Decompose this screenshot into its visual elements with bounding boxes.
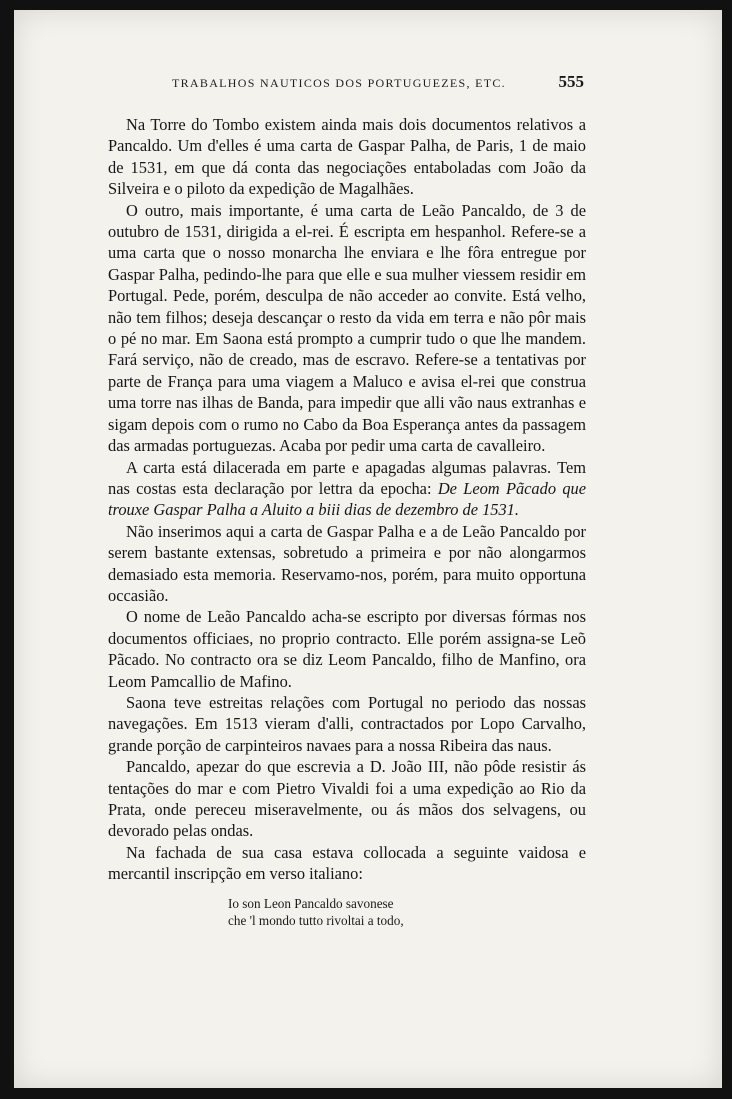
verse-inscription: [228, 895, 548, 929]
running-head: TRABALHOS NAUTICOS DOS PORTUGUEZES, ETC.: [172, 76, 506, 90]
verse-line: che 'l mondo tutto rivoltai a todo,: [228, 913, 404, 928]
endorsement-quote: De Leom Pãcado que trouxe Gaspar Palha a Aluito a biii dias de dezembro de 1531.: [108, 478, 586, 520]
paragraph-inscription: Na fachada de sua casa estava collocada a seguinte vaidosa e mercantil inscripção em verso italiano:: [108, 842, 586, 884]
body-text: [108, 114, 586, 885]
endorsement-text: A carta está dilacerada em parte e apagadas algumas palavras. Tem nas costas esta declaração por lettra da epocha:: [108, 457, 586, 498]
verse-line: Io son Leon Pancaldo savonese: [228, 896, 394, 911]
paragraph-omission: Não inserimos aqui a carta de Gaspar Palha e a de Leão Pancaldo por serem bastante extensas, sobretudo a primeira e por não alongarmos demasiado esta memoria. Reservamo-nos, porém, para muito opportuna occasião.: [108, 521, 586, 605]
paragraph-pancaldo-fate: Pancaldo, apezar do que escrevia a D. João III, não pôde resistir ás tentações do mar e com Pietro Vivaldi foi a uma expedição ao Rio da Prata, onde pereceu miseravelmente, ou ás mãos dos selvagens, ou devorado pelas ondas.: [108, 757, 586, 841]
paragraph-letter-summary: O outro, mais importante, é uma carta de Leão Pancaldo, de 3 de outubro de 1531, dirigida a el-rei. É escripta em hespanhol. Refere-se a uma carta que o nosso monarcha lhe enviara e lhe fôra entregue por Gaspar Palha, pedindo-lhe para que elle e sua mulher viessem residir em Portugal. Pede, porém, desculpa de não acceder ao convite. Está velho, não tem filhos; deseja descançar o resto da vida em terra e não pôr mais o pé no mar. Em Saona está prompto a cumprir tudo o que lhe mandem. Fará serviço, não de creado, mas de escravo. Refere-se a tentativas por parte de França para uma viagem a Maluco e avisa el-rei que construa uma torre nas ilhas de Banda, para impedir que alli vão naus extranhas e sigam depois com o rumo no Cabo da Boa Esperança antes da passagem das armadas portuguezas. Acaba por pedir uma carta de cavalleiro.: [108, 200, 586, 456]
paragraph-documents: Na Torre do Tombo existem ainda mais dois documentos relativos a Pancaldo. Um d'elles é uma carta de Gaspar Palha, de Paris, 1 de maio de 1531, em que dá conta das negociações entaboladas com João da Silveira e o piloto da expedição de Magalhães.: [108, 115, 586, 199]
page-number: 555: [558, 72, 584, 91]
paragraph-saona: Saona teve estreitas relações com Portugal no periodo das nossas navegações. Em 1513 vieram d'alli, contractados por Lopo Carvalho, grande porção de carpinteiros navaes para a nossa Ribeira das naus.: [108, 692, 586, 755]
paragraph-endorsement: [108, 457, 586, 521]
paragraph-name-forms: O nome de Leão Pancaldo acha-se escripto por diversas fórmas nos documentos officiaes, no proprio contracto. Elle porém assigna-se Leõ Pãcado. No contracto ora se diz Leom Pancaldo, filho de Manfino, ora Leom Pamcallio de Mafino.: [108, 607, 586, 691]
